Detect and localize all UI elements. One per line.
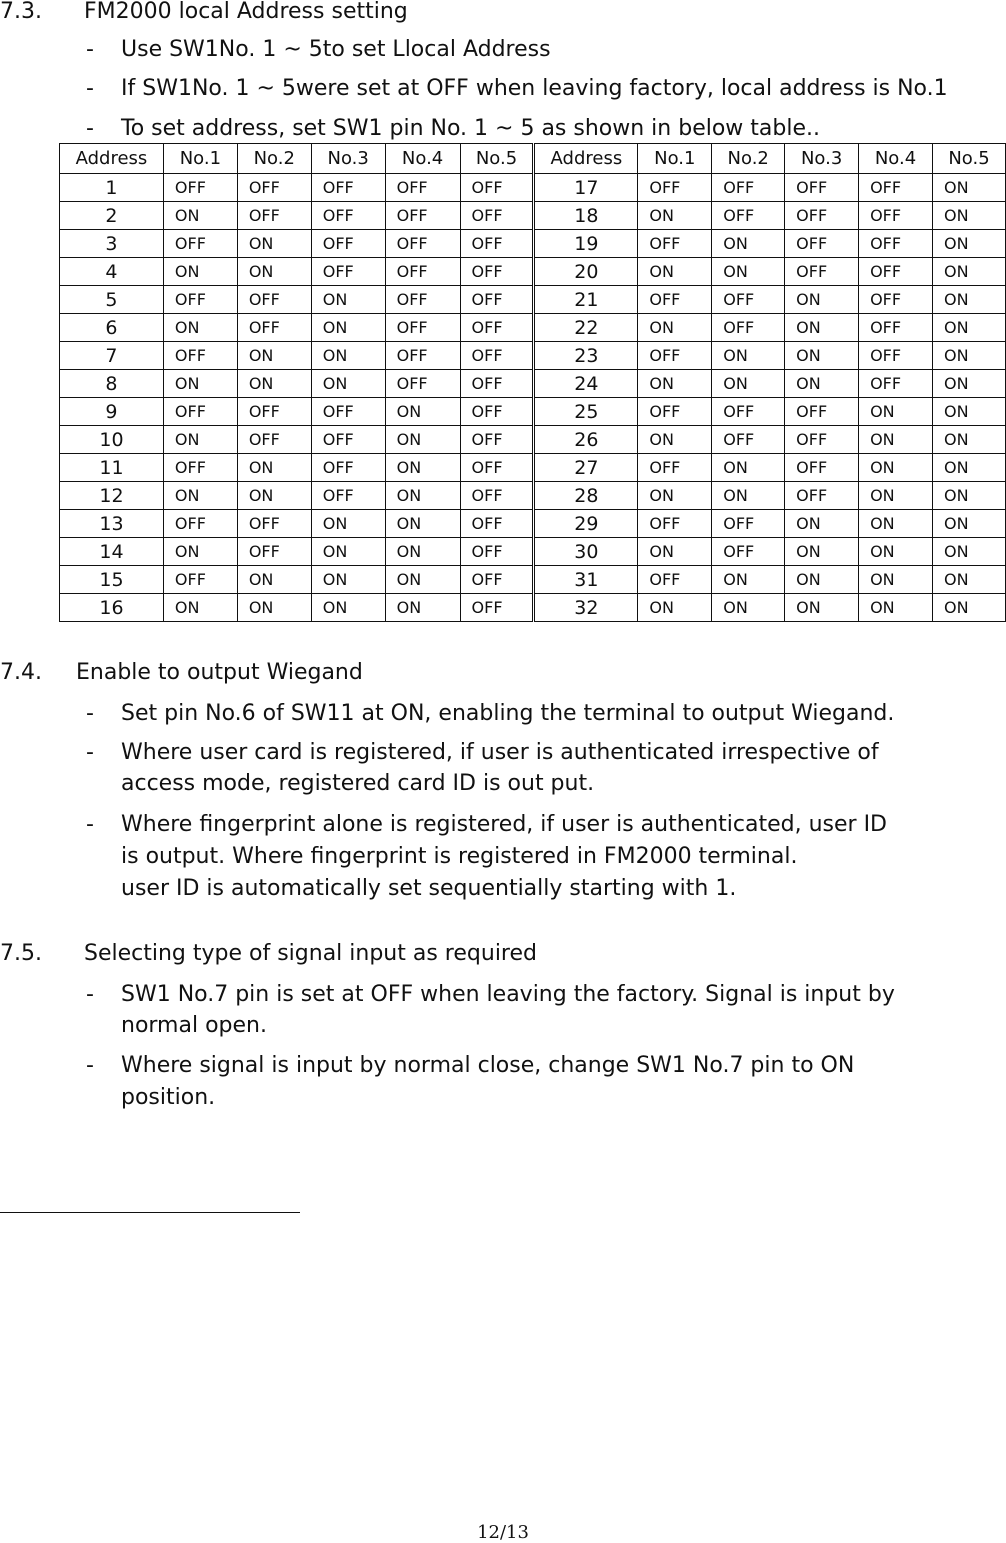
switch-state-cell: OFF <box>460 566 534 594</box>
address-cell: 15 <box>60 566 164 594</box>
switch-state-cell: ON <box>785 566 859 594</box>
switch-state-cell: ON <box>237 454 311 482</box>
address-cell: 32 <box>534 594 638 622</box>
switch-state-cell: OFF <box>385 230 460 258</box>
switch-state-cell: OFF <box>785 174 859 202</box>
switch-state-cell: OFF <box>859 370 933 398</box>
switch-state-cell: OFF <box>859 342 933 370</box>
address-cell: 6 <box>60 314 164 342</box>
switch-state-cell: OFF <box>460 370 534 398</box>
section-number: 7.3. <box>0 0 42 24</box>
switch-state-cell: OFF <box>460 454 534 482</box>
address-cell: 9 <box>60 398 164 426</box>
switch-state-cell: OFF <box>460 398 534 426</box>
switch-state-cell: OFF <box>163 342 237 370</box>
switch-state-cell: OFF <box>712 510 785 538</box>
dash: - <box>86 740 94 765</box>
switch-state-cell: OFF <box>385 202 460 230</box>
switch-state-cell: ON <box>311 286 385 314</box>
switch-state-cell: OFF <box>385 258 460 286</box>
switch-state-cell: ON <box>932 314 1005 342</box>
dash: - <box>86 701 94 726</box>
bullet-text: is output. Where fingerprint is registered in FM2000 terminal. <box>121 844 798 869</box>
address-cell: 16 <box>60 594 164 622</box>
address-cell: 7 <box>60 342 164 370</box>
bullet-text: position. <box>121 1085 216 1110</box>
table-header-row <box>60 144 1006 174</box>
switch-state-cell: ON <box>311 566 385 594</box>
switch-state-cell: ON <box>932 426 1005 454</box>
switch-state-cell: OFF <box>237 398 311 426</box>
switch-state-cell: OFF <box>638 174 712 202</box>
switch-state-cell: ON <box>237 482 311 510</box>
address-cell: 12 <box>60 482 164 510</box>
address-cell: 10 <box>60 426 164 454</box>
section-title: Selecting type of signal input as required <box>84 941 537 966</box>
switch-state-cell: OFF <box>859 202 933 230</box>
column-header: No.4 <box>859 144 933 174</box>
switch-state-cell: OFF <box>237 314 311 342</box>
switch-state-cell: OFF <box>460 314 534 342</box>
switch-state-cell: OFF <box>163 454 237 482</box>
switch-state-cell: ON <box>932 258 1005 286</box>
table-row <box>60 510 1006 538</box>
address-cell: 29 <box>534 510 638 538</box>
switch-state-cell: ON <box>638 258 712 286</box>
switch-state-cell: ON <box>163 594 237 622</box>
switch-state-cell: OFF <box>712 538 785 566</box>
switch-state-cell: OFF <box>311 202 385 230</box>
bullet-text: Where user card is registered, if user is authenticated irrespective of <box>121 740 879 765</box>
switch-state-cell: ON <box>712 342 785 370</box>
switch-state-cell: ON <box>237 342 311 370</box>
switch-state-cell: ON <box>785 370 859 398</box>
bullet-text: Use SW1No. 1 ~ 5to set Llocal Address <box>121 37 551 62</box>
dash: - <box>86 982 94 1007</box>
switch-state-cell: OFF <box>785 202 859 230</box>
column-header: Address <box>60 144 164 174</box>
address-cell: 5 <box>60 286 164 314</box>
bullet-text: If SW1No. 1 ~ 5were set at OFF when leaving factory, local address is No.1 <box>121 76 948 101</box>
bullet-text: Set pin No.6 of SW11 at ON, enabling the terminal to output Wiegand. <box>121 701 895 726</box>
switch-state-cell: OFF <box>712 398 785 426</box>
section-title: Enable to output Wiegand <box>76 660 363 685</box>
switch-state-cell: OFF <box>237 538 311 566</box>
table-row <box>60 370 1006 398</box>
switch-state-cell: OFF <box>385 174 460 202</box>
section-number: 7.5. <box>0 941 42 966</box>
switch-state-cell: ON <box>712 566 785 594</box>
switch-state-cell: ON <box>712 258 785 286</box>
switch-state-cell: ON <box>932 454 1005 482</box>
switch-state-cell: OFF <box>859 230 933 258</box>
switch-state-cell: ON <box>237 594 311 622</box>
switch-state-cell: ON <box>785 342 859 370</box>
address-cell: 26 <box>534 426 638 454</box>
switch-state-cell: ON <box>237 230 311 258</box>
address-cell: 21 <box>534 286 638 314</box>
switch-state-cell: ON <box>785 314 859 342</box>
switch-state-cell: ON <box>859 594 933 622</box>
switch-state-cell: OFF <box>311 174 385 202</box>
switch-state-cell: OFF <box>237 286 311 314</box>
switch-state-cell: OFF <box>638 342 712 370</box>
switch-state-cell: OFF <box>311 426 385 454</box>
address-cell: 28 <box>534 482 638 510</box>
bullet-text: To set address, set SW1 pin No. 1 ~ 5 as shown in below table.. <box>121 116 820 141</box>
address-cell: 24 <box>534 370 638 398</box>
table-row <box>60 230 1006 258</box>
dash: - <box>86 116 94 141</box>
address-cell: 30 <box>534 538 638 566</box>
switch-state-cell: OFF <box>385 314 460 342</box>
switch-state-cell: ON <box>237 258 311 286</box>
switch-state-cell: OFF <box>460 594 534 622</box>
switch-state-cell: ON <box>163 258 237 286</box>
switch-state-cell: OFF <box>163 230 237 258</box>
table-row <box>60 174 1006 202</box>
switch-state-cell: OFF <box>460 426 534 454</box>
switch-state-cell: ON <box>859 398 933 426</box>
address-cell: 27 <box>534 454 638 482</box>
switch-state-cell: ON <box>163 538 237 566</box>
table-row <box>60 594 1006 622</box>
switch-state-cell: ON <box>311 342 385 370</box>
address-cell: 1 <box>60 174 164 202</box>
dash: - <box>86 37 94 62</box>
switch-state-cell: OFF <box>638 230 712 258</box>
switch-state-cell: ON <box>932 594 1005 622</box>
address-cell: 4 <box>60 258 164 286</box>
switch-state-cell: OFF <box>385 370 460 398</box>
column-header: Address <box>534 144 638 174</box>
switch-state-cell: OFF <box>712 202 785 230</box>
switch-state-cell: ON <box>859 538 933 566</box>
switch-state-cell: OFF <box>237 426 311 454</box>
switch-state-cell: ON <box>932 202 1005 230</box>
table-row <box>60 342 1006 370</box>
switch-state-cell: OFF <box>460 482 534 510</box>
switch-state-cell: ON <box>385 566 460 594</box>
address-cell: 31 <box>534 566 638 594</box>
address-cell: 22 <box>534 314 638 342</box>
switch-state-cell: ON <box>932 566 1005 594</box>
switch-state-cell: OFF <box>638 510 712 538</box>
address-cell: 17 <box>534 174 638 202</box>
switch-state-cell: OFF <box>859 314 933 342</box>
switch-state-cell: ON <box>385 510 460 538</box>
bullet-text: access mode, registered card ID is out put. <box>121 771 595 796</box>
switch-state-cell: ON <box>163 482 237 510</box>
bullet-text: normal open. <box>121 1013 267 1038</box>
switch-state-cell: ON <box>638 370 712 398</box>
switch-state-cell: OFF <box>163 510 237 538</box>
switch-state-cell: ON <box>712 482 785 510</box>
column-header: No.1 <box>163 144 237 174</box>
table-row <box>60 314 1006 342</box>
column-header: No.5 <box>460 144 534 174</box>
address-cell: 14 <box>60 538 164 566</box>
switch-state-cell: ON <box>932 230 1005 258</box>
switch-state-cell: OFF <box>163 174 237 202</box>
dash: - <box>86 76 94 101</box>
switch-state-cell: ON <box>932 174 1005 202</box>
dash: - <box>86 812 94 837</box>
column-header: No.3 <box>785 144 859 174</box>
switch-state-cell: OFF <box>460 230 534 258</box>
bullet-text: user ID is automatically set sequentially starting with 1. <box>121 876 737 901</box>
switch-state-cell: OFF <box>712 174 785 202</box>
table-row <box>60 538 1006 566</box>
switch-state-cell: OFF <box>163 398 237 426</box>
switch-state-cell: ON <box>712 594 785 622</box>
address-cell: 23 <box>534 342 638 370</box>
switch-state-cell: ON <box>163 426 237 454</box>
address-cell: 19 <box>534 230 638 258</box>
switch-state-cell: ON <box>932 286 1005 314</box>
switch-state-cell: ON <box>385 538 460 566</box>
column-header: No.3 <box>311 144 385 174</box>
table-row <box>60 482 1006 510</box>
table-row <box>60 426 1006 454</box>
table-row <box>60 566 1006 594</box>
switch-state-cell: OFF <box>237 174 311 202</box>
switch-state-cell: OFF <box>460 342 534 370</box>
switch-state-cell: OFF <box>712 314 785 342</box>
column-header: No.5 <box>932 144 1005 174</box>
switch-state-cell: ON <box>311 370 385 398</box>
address-cell: 25 <box>534 398 638 426</box>
address-cell: 20 <box>534 258 638 286</box>
switch-state-cell: ON <box>163 370 237 398</box>
switch-state-cell: OFF <box>460 286 534 314</box>
switch-state-cell: ON <box>932 482 1005 510</box>
switch-state-cell: OFF <box>311 230 385 258</box>
table-row <box>60 398 1006 426</box>
switch-state-cell: OFF <box>638 398 712 426</box>
switch-state-cell: OFF <box>859 258 933 286</box>
switch-state-cell: ON <box>785 594 859 622</box>
column-header: No.1 <box>638 144 712 174</box>
switch-state-cell: OFF <box>638 454 712 482</box>
switch-state-cell: ON <box>859 482 933 510</box>
switch-state-cell: ON <box>311 510 385 538</box>
switch-state-cell: ON <box>932 538 1005 566</box>
column-header: No.2 <box>712 144 785 174</box>
switch-state-cell: OFF <box>311 398 385 426</box>
switch-state-cell: OFF <box>859 174 933 202</box>
switch-state-cell: OFF <box>385 342 460 370</box>
switch-state-cell: OFF <box>311 258 385 286</box>
address-cell: 11 <box>60 454 164 482</box>
switch-state-cell: ON <box>385 426 460 454</box>
switch-state-cell: ON <box>385 398 460 426</box>
switch-state-cell: ON <box>237 370 311 398</box>
switch-state-cell: OFF <box>859 286 933 314</box>
switch-state-cell: OFF <box>785 482 859 510</box>
bullet-text: Where signal is input by normal close, change SW1 No.7 pin to ON <box>121 1053 855 1078</box>
switch-state-cell: OFF <box>785 454 859 482</box>
address-cell: 13 <box>60 510 164 538</box>
switch-state-cell: ON <box>163 314 237 342</box>
switch-state-cell: OFF <box>785 398 859 426</box>
switch-state-cell: ON <box>237 566 311 594</box>
page-number: 12/13 <box>477 1522 529 1543</box>
switch-state-cell: ON <box>638 594 712 622</box>
address-cell: 3 <box>60 230 164 258</box>
switch-state-cell: ON <box>712 230 785 258</box>
bullet-text: Where fingerprint alone is registered, if user is authenticated, user ID <box>121 812 887 837</box>
switch-state-cell: OFF <box>311 454 385 482</box>
switch-state-cell: OFF <box>460 510 534 538</box>
bullet-text: SW1 No.7 pin is set at OFF when leaving the factory. Signal is input by <box>121 982 895 1007</box>
switch-state-cell: OFF <box>163 566 237 594</box>
address-cell: 18 <box>534 202 638 230</box>
switch-state-cell: ON <box>859 566 933 594</box>
switch-state-cell: ON <box>785 286 859 314</box>
table-row <box>60 454 1006 482</box>
switch-state-cell: ON <box>712 454 785 482</box>
switch-state-cell: OFF <box>460 538 534 566</box>
switch-state-cell: ON <box>638 538 712 566</box>
switch-state-cell: ON <box>932 342 1005 370</box>
section-title: FM2000 local Address setting <box>84 0 408 24</box>
switch-state-cell: ON <box>311 594 385 622</box>
switch-state-cell: ON <box>932 510 1005 538</box>
switch-state-cell: OFF <box>785 258 859 286</box>
address-cell: 2 <box>60 202 164 230</box>
switch-state-cell: ON <box>712 370 785 398</box>
switch-state-cell: ON <box>932 370 1005 398</box>
switch-state-cell: ON <box>859 426 933 454</box>
switch-state-cell: OFF <box>460 258 534 286</box>
switch-state-cell: OFF <box>460 174 534 202</box>
switch-state-cell: ON <box>385 594 460 622</box>
address-table <box>59 143 1006 622</box>
switch-state-cell: ON <box>385 482 460 510</box>
switch-state-cell: OFF <box>638 286 712 314</box>
footnote-rule <box>0 1212 300 1213</box>
switch-state-cell: ON <box>859 454 933 482</box>
table-row <box>60 286 1006 314</box>
switch-state-cell: OFF <box>237 202 311 230</box>
switch-state-cell: ON <box>932 398 1005 426</box>
switch-state-cell: ON <box>638 314 712 342</box>
switch-state-cell: ON <box>311 314 385 342</box>
switch-state-cell: OFF <box>385 286 460 314</box>
table-row <box>60 202 1006 230</box>
switch-state-cell: ON <box>859 510 933 538</box>
switch-state-cell: OFF <box>785 230 859 258</box>
switch-state-cell: ON <box>163 202 237 230</box>
dash: - <box>86 1053 94 1078</box>
column-header: No.2 <box>237 144 311 174</box>
switch-state-cell: OFF <box>163 286 237 314</box>
switch-state-cell: OFF <box>311 482 385 510</box>
switch-state-cell: ON <box>311 538 385 566</box>
switch-state-cell: ON <box>638 202 712 230</box>
switch-state-cell: OFF <box>712 286 785 314</box>
switch-state-cell: ON <box>785 538 859 566</box>
switch-state-cell: OFF <box>237 510 311 538</box>
switch-state-cell: OFF <box>460 202 534 230</box>
switch-state-cell: ON <box>785 510 859 538</box>
switch-state-cell: ON <box>385 454 460 482</box>
column-header: No.4 <box>385 144 460 174</box>
switch-state-cell: OFF <box>638 566 712 594</box>
table-row <box>60 258 1006 286</box>
section-number: 7.4. <box>0 660 42 685</box>
switch-state-cell: ON <box>638 426 712 454</box>
address-cell: 8 <box>60 370 164 398</box>
switch-state-cell: OFF <box>712 426 785 454</box>
switch-state-cell: OFF <box>785 426 859 454</box>
switch-state-cell: ON <box>638 482 712 510</box>
